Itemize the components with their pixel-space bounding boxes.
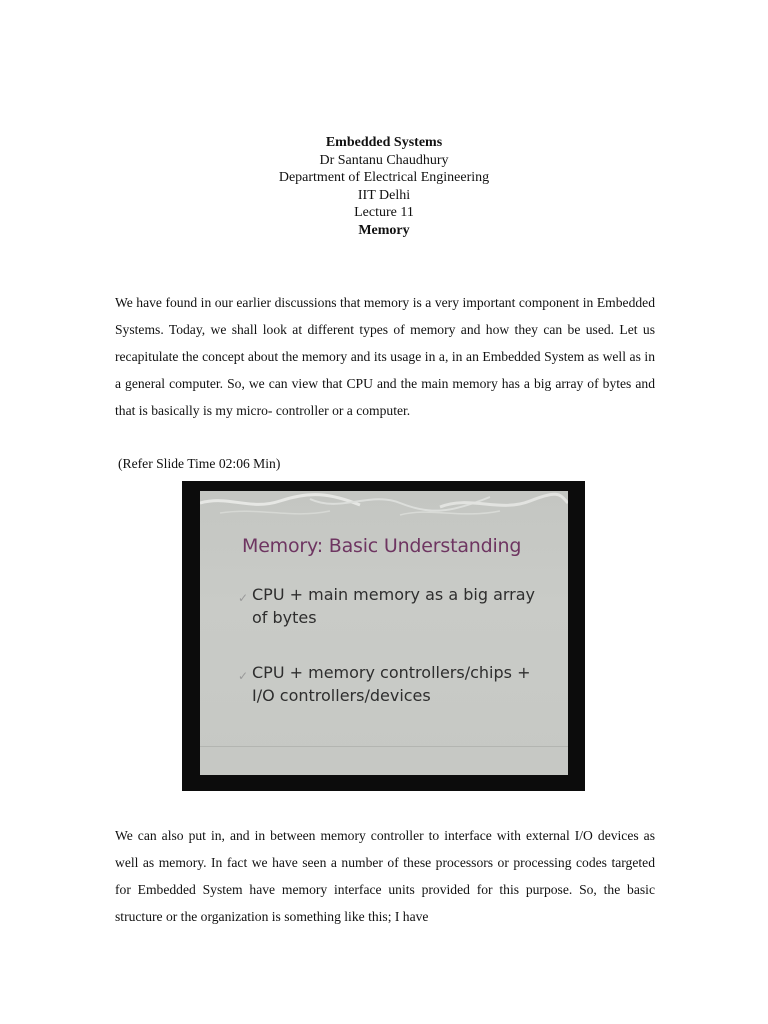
- slide-image: [182, 481, 585, 791]
- department-name: Department of Electrical Engineering: [278, 170, 490, 185]
- slide-screen: [200, 491, 568, 775]
- body-paragraph-1: We have found in our earlier discussions that memory is a very important component in Embedded Systems. Today, we shall look at different types of memory and how they can be used. Let us recapitulate the concept about the memory and its usage in a, in an Embedded System as well as in a general computer. So, we can view that CPU and the main memory has a big array of bytes and that is basically is my micro- controller or a computer.: [115, 295, 655, 418]
- body-paragraph-2: We can also put in, and in between memory controller to interface with external I/O devices as well as memory. In fact we have seen a number of these processors or processing codes targeted for Embedded System have memory interface units provided for this purpose. So, the basic structure or the organization is something like this; I have: [115, 828, 655, 924]
- institute-name: IIT Delhi: [357, 187, 411, 203]
- slide-bullet-text: CPU + main memory as a big array of bytes: [252, 585, 536, 627]
- instructor-name: Dr Santanu Chaudhury: [319, 152, 449, 168]
- lecture-header: [0, 134, 768, 239]
- slide-reference: (Refer Slide Time 02:06 Min): [118, 456, 281, 471]
- bullet-marker-icon: ✓: [238, 591, 249, 605]
- lecture-number: Lecture 11: [354, 205, 414, 220]
- course-title: Embedded Systems: [325, 135, 443, 150]
- bullet-marker-icon: ✓: [238, 669, 249, 683]
- slide-bullet-text: CPU + memory controllers/chips + I/O controllers/devices: [252, 663, 531, 705]
- slide-title: Memory: Basic Understanding: [242, 535, 522, 557]
- lecture-topic: Memory: [358, 222, 410, 238]
- slide-bottom-rule: [200, 746, 568, 747]
- slide-decoration: [200, 491, 568, 521]
